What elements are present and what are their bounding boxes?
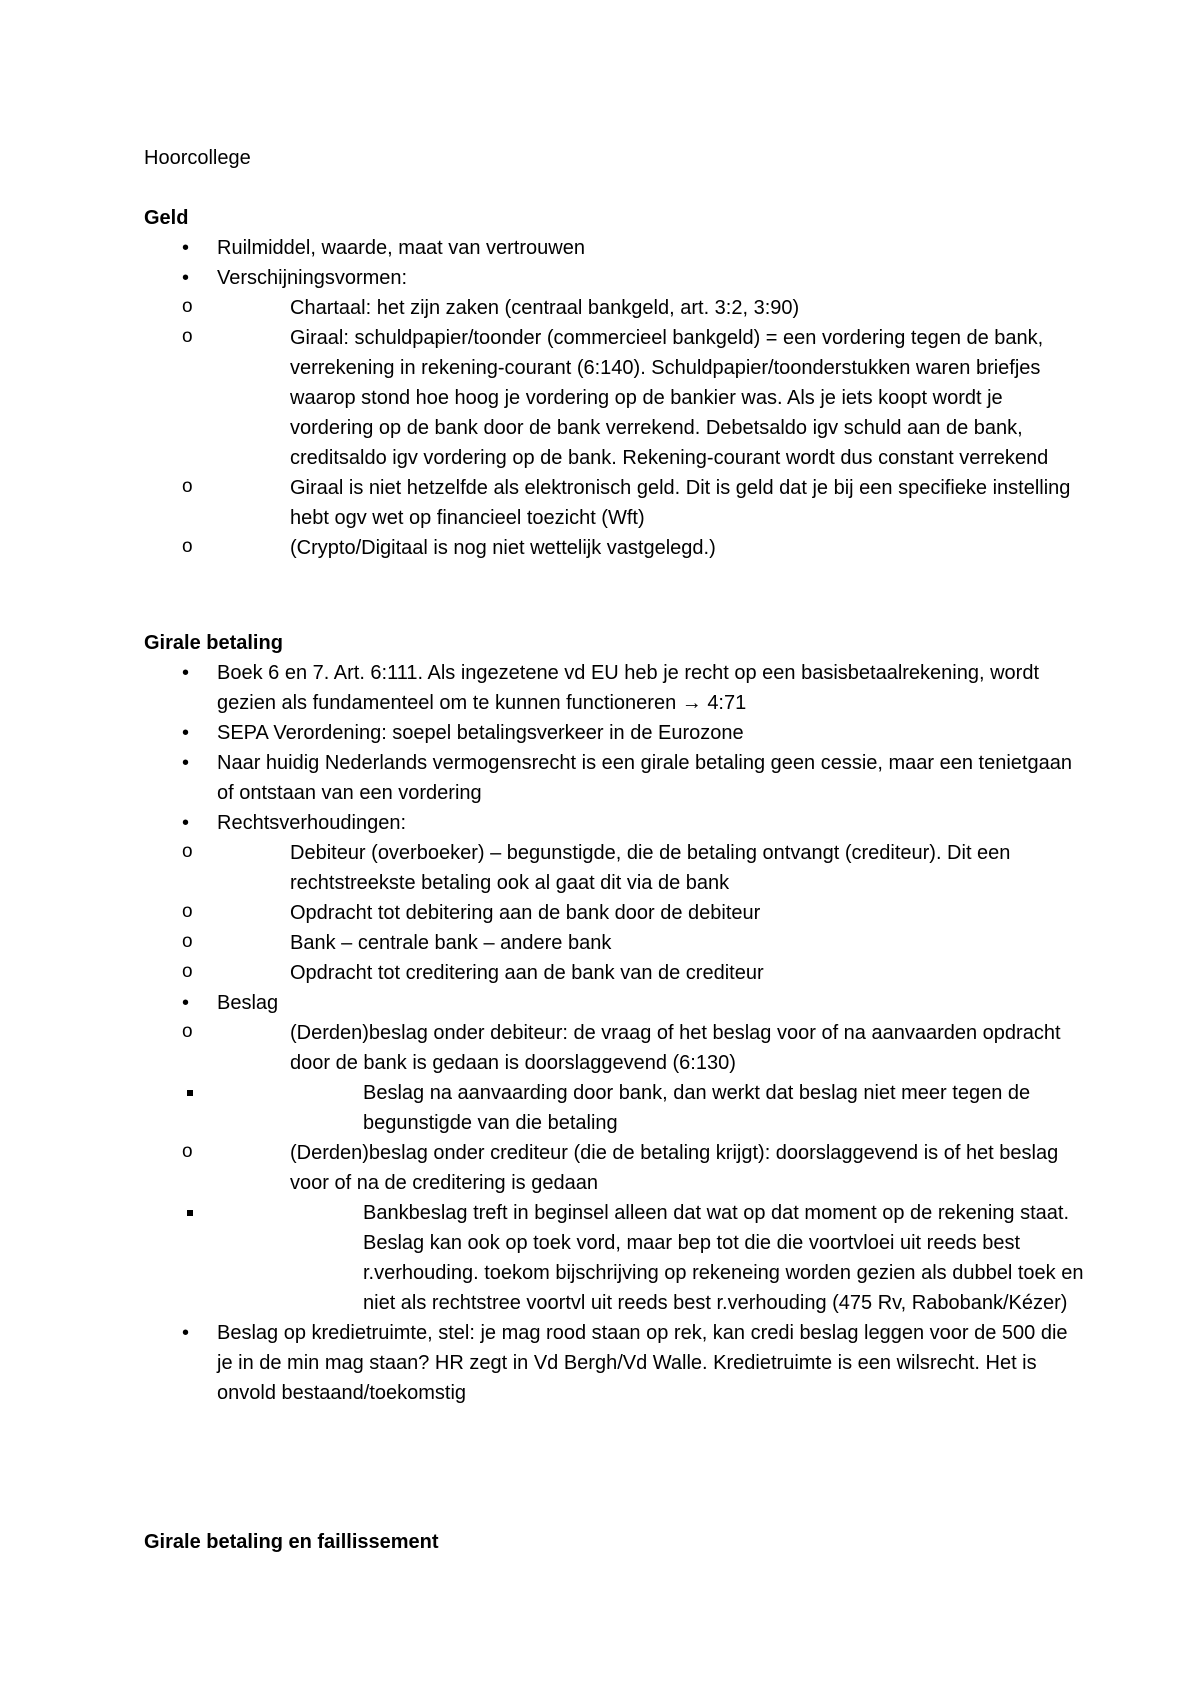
document-title-block <box>144 143 1084 173</box>
sub-list-beslag <box>144 1018 1084 1318</box>
sub-list-item: o Giraal is niet hetzelfde als elektronisch geld. Dit is geld dat je bij een specifieke instelling hebt ogv wet op financieel toezicht (Wft) <box>144 473 1084 533</box>
sub-sub-list-item <box>144 1078 1084 1138</box>
sub-sub-list-item-text: Beslag na aanvaarding door bank, dan werkt dat beslag niet meer tegen de begunstigde van die betaling <box>363 1082 1031 1134</box>
sub-list-item-text: (Derden)beslag onder debiteur: de vraag of het beslag voor of na aanvaarden opdracht door de bank is gedaan is doorslaggevend (6:130) <box>290 1022 1061 1074</box>
sub-list-item: o (Crypto/Digitaal is nog niet wettelijk vastgelegd.) <box>144 533 1084 563</box>
sub-sub-list-item <box>144 1198 1084 1318</box>
list-item: • Ruilmiddel, waarde, maat van vertrouwen <box>144 233 1084 263</box>
sub-list-item: o Chartaal: het zijn zaken (centraal bankgeld, art. 3:2, 3:90) <box>144 293 1084 323</box>
list-item: • Beslag op kredietruimte, stel: je mag rood staan op rek, kan credi beslag leggen voor de 500 die je in de min mag staan? HR zegt in Vd Bergh/Vd Walle. Kredietruimte is een wilsrecht. Het is onvold bestaand/toekomstig <box>144 1318 1084 1408</box>
sub-sub-list <box>144 1198 1084 1318</box>
list-item <box>144 263 1084 563</box>
bullet-list-geld <box>144 233 1084 563</box>
sub-list-verschijningsvormen <box>144 293 1084 563</box>
list-item: • Boek 6 en 7. Art. 6:111. Als ingezetene vd EU heb je recht op een basisbetaalrekening, wordt gezien als fundamenteel om te kunnen functioneren → 4:71 <box>144 658 1084 718</box>
sub-list-item: o Debiteur (overboeker) – begunstigde, die de betaling ontvangt (crediteur). Dit een rechtstreekste betaling ook al gaat dit via de bank <box>144 838 1084 898</box>
sub-sub-list <box>144 1078 1084 1138</box>
section-heading-girale-betaling: Girale betaling <box>144 632 283 654</box>
sub-list-item: o Opdracht tot debitering aan de bank door de debiteur <box>144 898 1084 928</box>
section-geld <box>144 203 1084 563</box>
list-item-text: Verschijningsvormen: <box>217 267 408 289</box>
list-item-text: Rechtsverhoudingen: <box>217 812 407 834</box>
document-title: Hoorcollege <box>144 147 251 169</box>
section-heading-faillissement: Girale betaling en faillissement <box>144 1531 439 1553</box>
sub-list-item: o Giraal: schuldpapier/toonder (commercieel bankgeld) = een vordering tegen de bank, verrekening in rekening-courant (6:140). Schuldpapier/toonderstukken waren briefjes waarop stond hoe hoog je vordering op de bankier was. Als je iets koopt wordt je vordering op de bank door de bank verrekend. Debetsaldo igv schuld aan de bank, creditsaldo igv vordering op de bank. Rekening-courant wordt dus constant verrekend <box>144 323 1084 473</box>
list-item: • SEPA Verordening: soepel betalingsverkeer in de Eurozone <box>144 718 1084 748</box>
section-girale-betaling <box>144 628 1084 1408</box>
bullet-list-girale <box>144 658 1084 1408</box>
section-heading-geld: Geld <box>144 207 189 229</box>
sub-list-item-text: (Derden)beslag onder crediteur (die de betaling krijgt): doorslaggevend is of het beslag voor of na de creditering is gedaan <box>290 1142 1059 1194</box>
section-girale-betaling-faillissement <box>144 1527 1084 1557</box>
list-item <box>144 988 1084 1318</box>
sub-list-item: o Bank – centrale bank – andere bank <box>144 928 1084 958</box>
sub-sub-list-item-text: Bankbeslag treft in beginsel alleen dat wat op dat moment op de rekening staat. Beslag kan ook op toek vord, maar bep tot die die voortvloei uit reeds best r.verhouding. toekom bijschrijving op rekeneing worden gezien als dubbel toek en niet als rechtstree voortvl uit reeds best r.verhouding (475 Rv, Rabobank/Kézer) <box>363 1202 1084 1314</box>
list-item-text: Beslag <box>217 992 279 1014</box>
sub-list-item: o Opdracht tot creditering aan de bank van de crediteur <box>144 958 1084 988</box>
sub-list-item <box>144 1138 1084 1318</box>
list-item: • Naar huidig Nederlands vermogensrecht is een girale betaling geen cessie, maar een tenietgaan of ontstaan van een vordering <box>144 748 1084 808</box>
list-item <box>144 808 1084 988</box>
sub-list-item <box>144 1018 1084 1138</box>
sub-list-rechtsverhoudingen <box>144 838 1084 988</box>
